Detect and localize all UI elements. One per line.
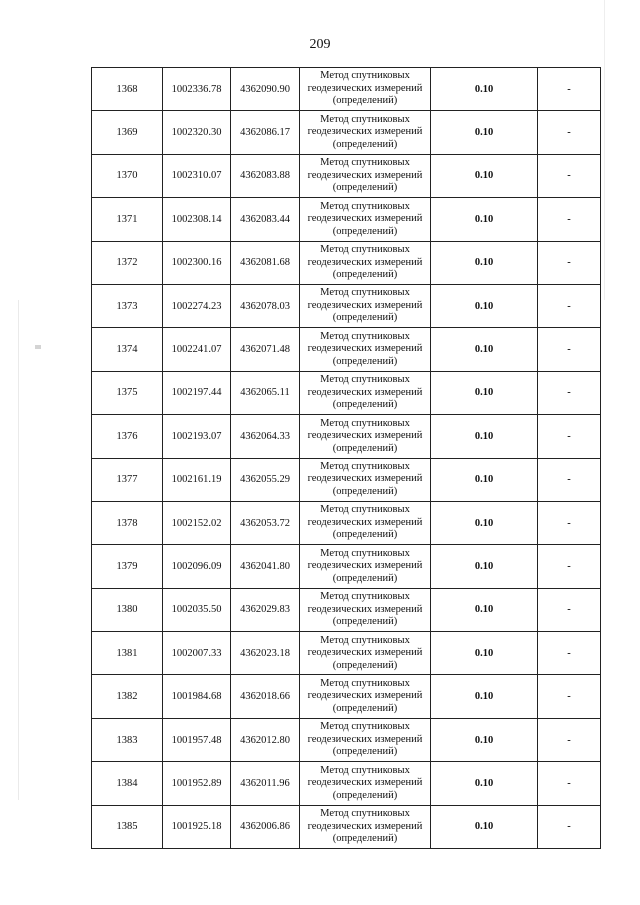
method-line-3: (определений): [332, 355, 398, 367]
y-coordinate-cell: 4362053.72: [231, 501, 300, 544]
method-cell: [300, 328, 431, 371]
accuracy-cell: 0.10: [431, 154, 538, 197]
method-line-1: Метод спутниковых: [320, 764, 410, 776]
accuracy-cell: 0.10: [431, 241, 538, 284]
point-number-cell: 1379: [92, 545, 163, 588]
accuracy-cell: 0.10: [431, 284, 538, 327]
method-line-3: (определений): [332, 616, 398, 628]
x-coordinate-cell: 1002096.09: [163, 545, 231, 588]
method-cell: [300, 632, 431, 675]
method-line-3: (определений): [332, 659, 398, 671]
x-coordinate-cell: 1002320.30: [163, 111, 231, 154]
note-cell: -: [538, 154, 601, 197]
x-coordinate-cell: 1002035.50: [163, 588, 231, 631]
note-cell: -: [538, 501, 601, 544]
method-line-2: геодезических измерений: [307, 777, 423, 789]
method-line-2: геодезических измерений: [307, 733, 423, 745]
method-line-2: геодезических измерений: [307, 386, 423, 398]
x-coordinate-cell: 1002197.44: [163, 371, 231, 414]
x-coordinate-cell: 1001984.68: [163, 675, 231, 718]
y-coordinate-cell: 4362090.90: [231, 68, 300, 111]
accuracy-cell: 0.10: [431, 501, 538, 544]
point-number-cell: 1378: [92, 501, 163, 544]
x-coordinate-cell: 1002336.78: [163, 68, 231, 111]
accuracy-cell: 0.10: [431, 632, 538, 675]
method-line-1: Метод спутниковых: [320, 460, 410, 472]
method-cell: [300, 371, 431, 414]
x-coordinate-cell: 1002310.07: [163, 154, 231, 197]
method-cell: [300, 111, 431, 154]
page-number: 209: [309, 37, 331, 52]
method-line-1: Метод спутниковых: [320, 721, 410, 733]
method-cell: [300, 718, 431, 761]
note-cell: -: [538, 198, 601, 241]
accuracy-cell: 0.10: [431, 718, 538, 761]
method-cell: [300, 762, 431, 805]
table-row: [92, 415, 601, 458]
x-coordinate-cell: 1002241.07: [163, 328, 231, 371]
table-row: [92, 284, 601, 327]
accuracy-cell: 0.10: [431, 111, 538, 154]
point-number-cell: 1369: [92, 111, 163, 154]
note-cell: -: [538, 588, 601, 631]
method-line-1: Метод спутниковых: [320, 287, 410, 299]
y-coordinate-cell: 4362081.68: [231, 241, 300, 284]
table-row: [92, 458, 601, 501]
y-coordinate-cell: 4362023.18: [231, 632, 300, 675]
note-cell: -: [538, 805, 601, 848]
method-line-2: геодезических измерений: [307, 213, 423, 225]
method-line-1: Метод спутниковых: [320, 70, 410, 82]
table-row: [92, 241, 601, 284]
method-line-3: (определений): [332, 182, 398, 194]
method-line-2: геодезических измерений: [307, 430, 423, 442]
method-line-1: Метод спутниковых: [320, 200, 410, 212]
method-line-2: геодезических измерений: [307, 560, 423, 572]
method-line-1: Метод спутниковых: [320, 547, 410, 559]
table-row: [92, 762, 601, 805]
note-cell: -: [538, 675, 601, 718]
point-number-cell: 1372: [92, 241, 163, 284]
x-coordinate-cell: 1002007.33: [163, 632, 231, 675]
point-number-cell: 1374: [92, 328, 163, 371]
method-cell: [300, 675, 431, 718]
y-coordinate-cell: 4362011.96: [231, 762, 300, 805]
method-cell: [300, 241, 431, 284]
table-row: [92, 805, 601, 848]
method-cell: [300, 458, 431, 501]
point-number-cell: 1373: [92, 284, 163, 327]
method-cell: [300, 68, 431, 111]
table-row: [92, 718, 601, 761]
table-row: [92, 545, 601, 588]
method-line-2: геодезических измерений: [307, 126, 423, 138]
method-line-2: геодезических измерений: [307, 603, 423, 615]
method-line-1: Метод спутниковых: [320, 330, 410, 342]
note-cell: -: [538, 458, 601, 501]
y-coordinate-cell: 4362065.11: [231, 371, 300, 414]
table-row: [92, 154, 601, 197]
y-coordinate-cell: 4362083.44: [231, 198, 300, 241]
note-cell: -: [538, 718, 601, 761]
method-line-1: Метод спутниковых: [320, 591, 410, 603]
note-cell: -: [538, 762, 601, 805]
note-cell: -: [538, 632, 601, 675]
method-line-2: геодезических измерений: [307, 647, 423, 659]
note-cell: -: [538, 415, 601, 458]
x-coordinate-cell: 1001925.18: [163, 805, 231, 848]
method-line-1: Метод спутниковых: [320, 113, 410, 125]
method-cell: [300, 588, 431, 631]
method-line-3: (определений): [332, 95, 398, 107]
x-coordinate-cell: 1002308.14: [163, 198, 231, 241]
method-cell: [300, 154, 431, 197]
y-coordinate-cell: 4362078.03: [231, 284, 300, 327]
method-line-2: геодезических измерений: [307, 299, 423, 311]
point-number-cell: 1383: [92, 718, 163, 761]
scan-artifact: [35, 345, 41, 349]
accuracy-cell: 0.10: [431, 588, 538, 631]
method-line-3: (определений): [332, 312, 398, 324]
note-cell: -: [538, 284, 601, 327]
accuracy-cell: 0.10: [431, 198, 538, 241]
method-line-2: геодезических измерений: [307, 169, 423, 181]
method-line-3: (определений): [332, 833, 398, 845]
method-cell: [300, 545, 431, 588]
point-number-cell: 1376: [92, 415, 163, 458]
y-coordinate-cell: 4362055.29: [231, 458, 300, 501]
method-cell: [300, 805, 431, 848]
note-cell: -: [538, 545, 601, 588]
method-line-3: (определений): [332, 399, 398, 411]
method-line-3: (определений): [332, 225, 398, 237]
accuracy-cell: 0.10: [431, 458, 538, 501]
method-line-1: Метод спутниковых: [320, 417, 410, 429]
x-coordinate-cell: 1002193.07: [163, 415, 231, 458]
method-line-3: (определений): [332, 789, 398, 801]
note-cell: -: [538, 371, 601, 414]
y-coordinate-cell: 4362012.80: [231, 718, 300, 761]
method-line-3: (определений): [332, 442, 398, 454]
scan-artifact: [604, 0, 605, 300]
method-line-2: геодезических измерений: [307, 82, 423, 94]
accuracy-cell: 0.10: [431, 371, 538, 414]
point-number-cell: 1385: [92, 805, 163, 848]
table-row: [92, 675, 601, 718]
table-row: [92, 328, 601, 371]
method-line-3: (определений): [332, 485, 398, 497]
method-cell: [300, 501, 431, 544]
method-line-1: Метод спутниковых: [320, 374, 410, 386]
x-coordinate-cell: 1001952.89: [163, 762, 231, 805]
table-row: [92, 588, 601, 631]
method-cell: [300, 284, 431, 327]
method-line-1: Метод спутниковых: [320, 157, 410, 169]
method-line-1: Метод спутниковых: [320, 504, 410, 516]
note-cell: -: [538, 111, 601, 154]
y-coordinate-cell: 4362086.17: [231, 111, 300, 154]
note-cell: -: [538, 68, 601, 111]
table-row: [92, 198, 601, 241]
table-body: [92, 68, 601, 849]
scan-artifact: [18, 300, 19, 800]
x-coordinate-cell: 1002152.02: [163, 501, 231, 544]
method-line-1: Метод спутниковых: [320, 244, 410, 255]
table-row: [92, 371, 601, 414]
x-coordinate-cell: 1001957.48: [163, 718, 231, 761]
method-line-2: геодезических измерений: [307, 820, 423, 832]
point-number-cell: 1380: [92, 588, 163, 631]
table-row: [92, 68, 601, 111]
accuracy-cell: 0.10: [431, 415, 538, 458]
accuracy-cell: 0.10: [431, 328, 538, 371]
accuracy-cell: 0.10: [431, 545, 538, 588]
x-coordinate-cell: 1002274.23: [163, 284, 231, 327]
point-number-cell: 1381: [92, 632, 163, 675]
method-line-3: (определений): [332, 269, 398, 280]
method-line-2: геодезических измерений: [307, 516, 423, 528]
method-line-3: (определений): [332, 702, 398, 714]
x-coordinate-cell: 1002161.19: [163, 458, 231, 501]
y-coordinate-cell: 4362064.33: [231, 415, 300, 458]
accuracy-cell: 0.10: [431, 675, 538, 718]
accuracy-cell: 0.10: [431, 805, 538, 848]
method-line-1: Метод спутниковых: [320, 634, 410, 646]
method-cell: [300, 198, 431, 241]
method-line-3: (определений): [332, 572, 398, 584]
accuracy-cell: 0.10: [431, 762, 538, 805]
method-line-1: Метод спутниковых: [320, 808, 410, 820]
table-row: [92, 111, 601, 154]
y-coordinate-cell: 4362083.88: [231, 154, 300, 197]
point-number-cell: 1370: [92, 154, 163, 197]
y-coordinate-cell: 4362041.80: [231, 545, 300, 588]
coordinates-table: [91, 67, 601, 849]
accuracy-cell: 0.10: [431, 68, 538, 111]
table-row: [92, 501, 601, 544]
y-coordinate-cell: 4362006.86: [231, 805, 300, 848]
point-number-cell: 1368: [92, 68, 163, 111]
y-coordinate-cell: 4362029.83: [231, 588, 300, 631]
point-number-cell: 1377: [92, 458, 163, 501]
method-line-3: (определений): [332, 746, 398, 758]
y-coordinate-cell: 4362071.48: [231, 328, 300, 371]
method-cell: [300, 415, 431, 458]
method-line-2: геодезических измерений: [307, 690, 423, 702]
note-cell: -: [538, 241, 601, 284]
note-cell: -: [538, 328, 601, 371]
y-coordinate-cell: 4362018.66: [231, 675, 300, 718]
method-line-2: геодезических измерений: [307, 473, 423, 485]
point-number-cell: 1371: [92, 198, 163, 241]
point-number-cell: 1384: [92, 762, 163, 805]
table-row: [92, 632, 601, 675]
method-line-3: (определений): [332, 529, 398, 541]
x-coordinate-cell: 1002300.16: [163, 241, 231, 284]
method-line-3: (определений): [332, 138, 398, 150]
method-line-1: Метод спутниковых: [320, 677, 410, 689]
point-number-cell: 1382: [92, 675, 163, 718]
point-number-cell: 1375: [92, 371, 163, 414]
method-line-2: геодезических измерений: [307, 343, 423, 355]
method-line-2: геодезических измерений: [307, 256, 423, 268]
